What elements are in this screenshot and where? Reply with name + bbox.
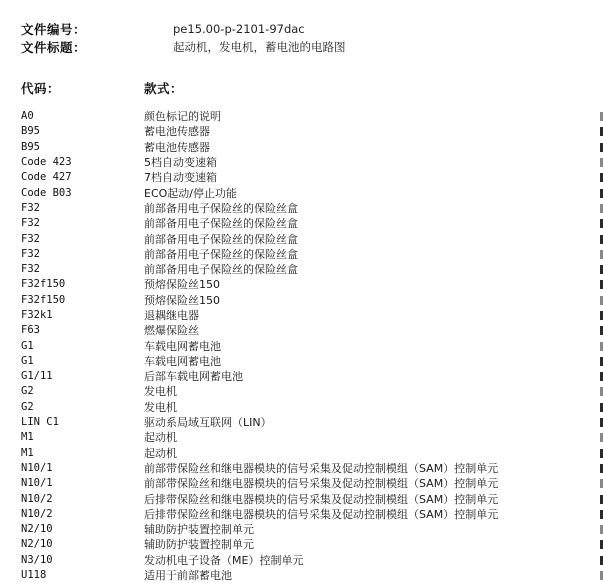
table-row [21, 568, 603, 583]
table-row [21, 185, 603, 200]
table-row [21, 430, 603, 445]
table-row [21, 231, 603, 246]
row-description: ECO起动/停止功能 [144, 186, 237, 200]
table-row [21, 124, 603, 139]
table-row [21, 323, 603, 338]
table-row [21, 216, 603, 231]
row-description: 前部备用电子保险丝的保险丝盒 [144, 263, 298, 277]
row-code: Code 423 [21, 156, 72, 169]
row-code: F32f150 [21, 293, 66, 306]
row-code: F32f150 [21, 278, 66, 291]
table-row [21, 262, 603, 277]
row-code: LIN C1 [21, 416, 59, 429]
row-description: 发电机 [144, 400, 177, 414]
row-code: G1 [21, 354, 34, 367]
row-code: G1 [21, 339, 34, 352]
table-row [21, 369, 603, 384]
row-code: N2/10 [21, 538, 53, 551]
doc-title-value: 起动机，发电机，蓄电池的电路图 [173, 40, 346, 54]
table-row [21, 491, 603, 506]
row-code: N3/10 [21, 553, 53, 566]
row-code: M1 [21, 431, 34, 444]
doc-title-label: 文件标题： [21, 40, 87, 55]
row-code: F32 [21, 247, 40, 260]
table-row [21, 247, 603, 262]
row-description: 辅助防护装置控制单元 [144, 538, 254, 552]
row-description: 5档自动变速箱 [144, 156, 217, 170]
table-row [21, 522, 603, 537]
row-description: 驱动系局域互联网（LIN） [144, 416, 272, 430]
row-code: B95 [21, 140, 40, 153]
code-column-header: 代码： [21, 81, 61, 96]
row-code: Code B03 [21, 186, 72, 199]
row-description: 前部备用电子保险丝的保险丝盒 [144, 201, 298, 215]
table-row [21, 415, 603, 430]
row-description: 退耦继电器 [144, 309, 199, 322]
doc-title-row [21, 39, 346, 55]
row-code: B95 [21, 125, 40, 138]
table-row [21, 308, 603, 323]
row-description: 前部备用电子保险丝的保险丝盒 [144, 232, 298, 246]
row-code: G2 [21, 385, 34, 398]
table-row [21, 109, 603, 124]
row-description: 起动机 [144, 446, 177, 460]
row-description: 辅助防护装置控制单元 [144, 523, 254, 537]
table-row [21, 446, 603, 461]
row-code: N10/1 [21, 477, 53, 490]
row-description: 预熔保险丝150 [144, 293, 220, 307]
row-description: 蓄电池传感器 [144, 125, 210, 139]
row-description: 发电机 [144, 385, 177, 399]
doc-number-row [21, 21, 305, 37]
row-description: 后部车载电网蓄电池 [144, 370, 243, 384]
table-row [21, 537, 603, 552]
row-description: 发动机电子设备（ME）控制单元 [144, 553, 304, 567]
row-code: Code 427 [21, 171, 72, 184]
row-code: U118 [21, 569, 47, 582]
row-description: 7档自动变速箱 [144, 171, 217, 185]
row-description: 前部备用电子保险丝的保险丝盒 [144, 217, 298, 231]
table-row [21, 338, 603, 353]
table-row [21, 201, 603, 216]
row-code: G1/11 [21, 370, 53, 383]
desc-column-header: 款式： [144, 81, 184, 96]
code-table [21, 109, 603, 583]
row-description: 蓄电池传感器 [144, 140, 210, 154]
row-description: 预熔保险丝150 [144, 278, 220, 292]
row-description: 前部带保险丝和继电器模块的信号采集及促动控制模组（SAM）控制单元 [144, 477, 499, 491]
row-code: F63 [21, 324, 40, 337]
table-row [21, 553, 603, 568]
row-code: F32 [21, 232, 40, 245]
table-row [21, 277, 603, 292]
row-description: 后排带保险丝和继电器模块的信号采集及促动控制模组（SAM）控制单元 [144, 492, 499, 506]
row-code: F32 [21, 201, 40, 214]
table-row [21, 461, 603, 476]
table-row [21, 384, 603, 399]
row-description: 车载电网蓄电池 [144, 339, 221, 353]
row-description: 颜色标记的说明 [144, 110, 221, 124]
row-code: A0 [21, 110, 34, 123]
row-description: 适用于前部蓄电池 [144, 569, 232, 583]
table-row [21, 155, 603, 170]
row-code: N10/2 [21, 507, 53, 520]
doc-number-label: 文件编号： [21, 22, 87, 37]
row-description: 车载电网蓄电池 [144, 354, 221, 368]
row-code: F32k1 [21, 309, 53, 321]
row-code: N10/1 [21, 461, 53, 474]
row-code: F32 [21, 263, 40, 276]
table-row [21, 400, 603, 415]
row-code: G2 [21, 400, 34, 413]
row-code: N2/10 [21, 523, 53, 536]
row-description: 燃爆保险丝 [144, 324, 199, 338]
doc-number-value: pe15.00-p-2101-97dac [173, 22, 305, 36]
row-code: M1 [21, 446, 34, 459]
table-row [21, 170, 603, 185]
table-row [21, 507, 603, 522]
table-row [21, 476, 603, 491]
row-description: 起动机 [144, 431, 177, 445]
table-row [21, 140, 603, 155]
row-code: F32 [21, 217, 40, 230]
row-description: 前部备用电子保险丝的保险丝盒 [144, 247, 298, 261]
row-description: 后排带保险丝和继电器模块的信号采集及促动控制模组（SAM）控制单元 [144, 507, 499, 521]
row-code: N10/2 [21, 492, 53, 505]
row-description: 前部带保险丝和继电器模块的信号采集及促动控制模组（SAM）控制单元 [144, 461, 499, 475]
table-row [21, 354, 603, 369]
table-row [21, 293, 603, 308]
